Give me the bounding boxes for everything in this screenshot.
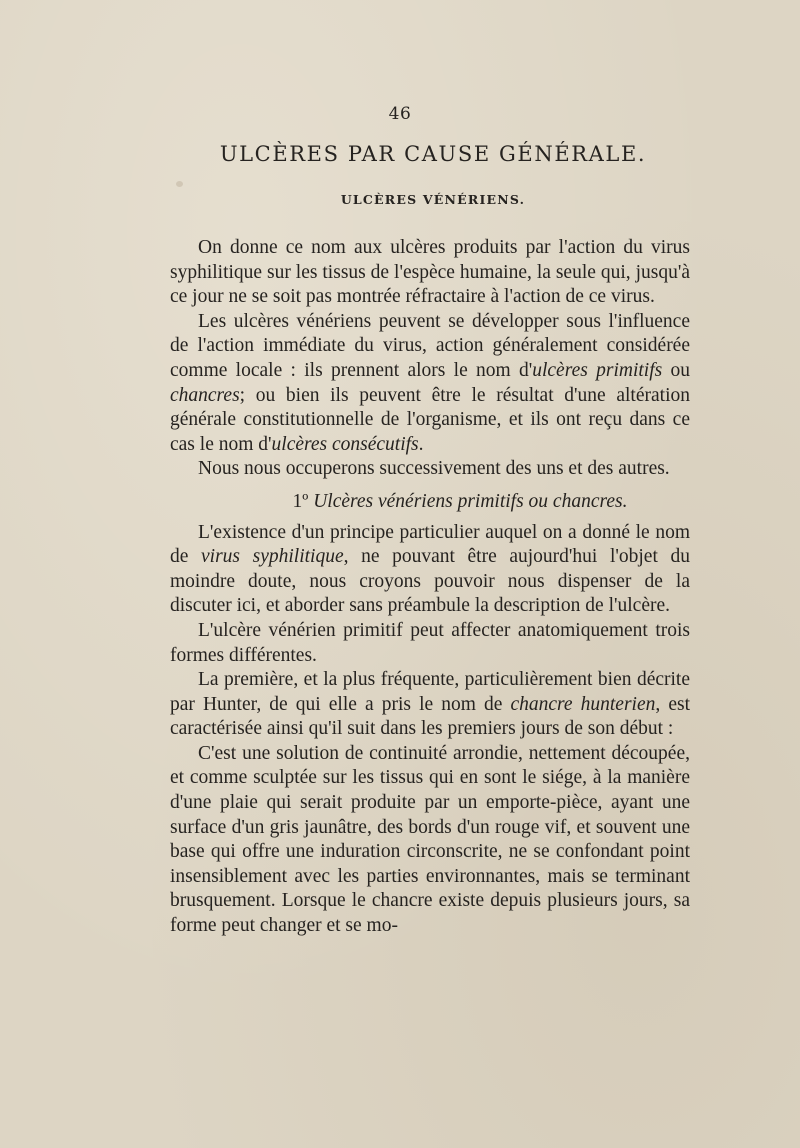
paragraph-6-text: , est caractérisée ainsi qu'il suit dans les premiers jours de son début : <box>170 693 690 740</box>
paragraph-2-text: Les ulcères vénériens peuvent se développer sous l'influence de l'action immédiate du virus, action généralement considérée comme locale : ils prennent alors le nom d' <box>170 310 690 381</box>
paragraph-6-text: La première, et la plus fréquente, particulièrement bien décrite par Hunter, de qui elle a pris le nom de <box>170 669 690 715</box>
italic-term: chancres <box>170 384 240 406</box>
section-heading <box>170 490 690 515</box>
paragraph-3: Nous nous occuperons successivement des uns et des autres. <box>198 458 670 480</box>
paragraph-6 <box>170 668 690 742</box>
body-text <box>170 236 690 939</box>
italic-term: chancre hunterien <box>510 693 656 715</box>
paragraph-2-text: ou <box>662 359 691 381</box>
paragraph-5: L'ulcère vénérien primitif peut affecter anatomiquement trois formes différentes. <box>170 619 690 666</box>
ink-spot <box>176 181 183 187</box>
section-number: 1º <box>292 490 309 512</box>
paragraph-7: C'est une solution de continuité arrondie, nettement découpée, et comme sculptée sur les tissus qui en sont le siége, à la manière d'une plaie qui serait produite par un emporte-pièce, ayant une surface d'un gris jaunâtre, des bords d'un rouge vif, et souvent une base qui offre une induration circonscrite, ne se confondant point insensiblement avec les parties environnantes, mais se terminant brusquement. Lorsque le chancre existe depuis plusieurs jours, sa forme peut changer et se mo- <box>170 742 690 937</box>
paragraph-2-text: ; ou bien ils peuvent être le résultat d'une altération générale constitutionnelle de l'organisme, et ils ont reçu dans ce cas le nom d' <box>170 384 690 455</box>
section-subtitle: ULCÈRES VÉNÉRIENS. <box>340 192 526 207</box>
italic-term: virus syphilitique <box>201 546 344 568</box>
page-number: 46 <box>388 104 412 124</box>
paragraph-4-text: , ne pouvant être aujourd'hui l'objet du moindre doute, nous croyons pouvoir nous dispenser de la discuter ici, et aborder sans préambule la description de l'ulcère. <box>170 546 690 617</box>
paragraph-4-text: L'existence d'un principe particulier auquel on a donné le nom de <box>170 521 690 568</box>
paragraph-2-text: . <box>418 433 424 455</box>
section-title: Ulcères vénériens primitifs ou chancres. <box>308 490 628 512</box>
italic-term: ulcères primitifs <box>532 359 663 381</box>
chapter-title: ULCÈRES PAR CAUSE GÉNÉRALE. <box>219 142 647 166</box>
paragraph-4 <box>170 521 690 619</box>
italic-term: ulcères consécutifs <box>271 433 419 455</box>
paragraph-1: On donne ce nom aux ulcères produits par l'action du virus syphilitique sur les tissus de l'espèce humaine, la seule qui, jusqu'à ce jour ne se soit pas montrée réfractaire à l'action de ce virus. <box>170 237 690 308</box>
paragraph-2 <box>170 310 690 458</box>
